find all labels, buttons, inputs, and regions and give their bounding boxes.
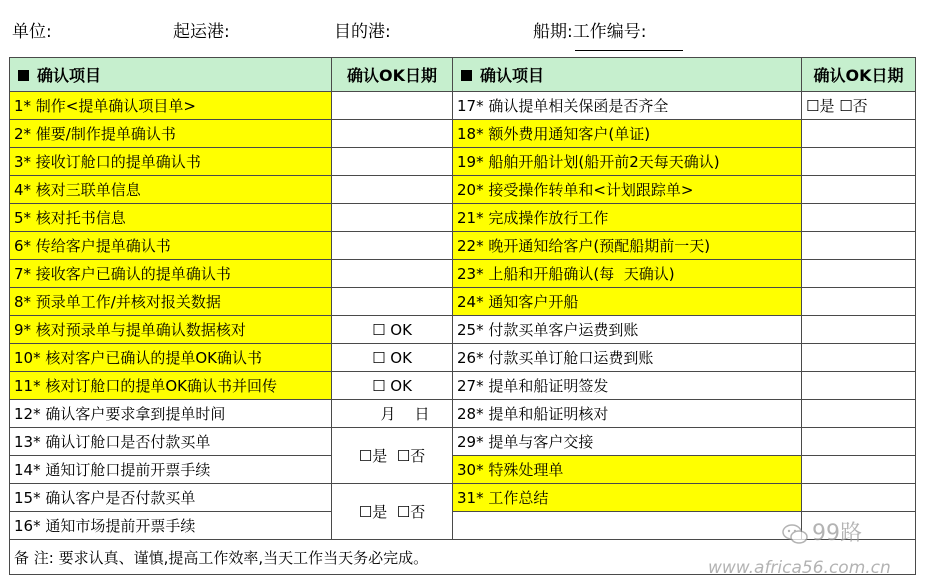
table-row [10,204,916,232]
ok-checkbox-10[interactable]: ☐ OK [332,344,453,372]
wechat-icon [782,523,808,545]
date-cell-5[interactable] [332,204,453,232]
form-header [0,0,925,52]
date-cell-20[interactable] [802,176,916,204]
origin-port-label: 起运港: [173,22,230,42]
item-12: 12* 确认客户要求拿到提单时间 [10,400,332,428]
item-1: 1* 制作<提单确认项目单> [10,92,332,120]
date-cell-6[interactable] [332,232,453,260]
item-13: 13* 确认订舱口是否付款买单 [10,428,332,456]
square-bullet-icon [18,70,29,81]
date-cell-29[interactable] [802,428,916,456]
item-5: 5* 核对托书信息 [10,204,332,232]
item-26: 26* 付款买单订舱口运费到账 [453,344,802,372]
item-20: 20* 接受操作转单和<计划跟踪单> [453,176,802,204]
item-17: 17* 确认提单相关保函是否齐全 [453,92,802,120]
table-row [10,484,916,512]
table-row [10,232,916,260]
date-header-left: 确认OK日期 [332,58,453,92]
date-cell-17[interactable]: ☐是 ☐否 [802,92,916,120]
item-2: 2* 催要/制作提单确认书 [10,120,332,148]
date-cell-27[interactable] [802,372,916,400]
date-header-right: 确认OK日期 [802,58,916,92]
item-24: 24* 通知客户开船 [453,288,802,316]
date-cell-22[interactable] [802,232,916,260]
date-cell-25[interactable] [802,316,916,344]
item-8: 8* 预录单工作/并核对报关数据 [10,288,332,316]
table-row [10,428,916,456]
yes-no-cell-15-16[interactable]: ☐是 ☐否 [332,484,453,540]
month-day-cell-12[interactable]: 月 日 [332,400,453,428]
job-number-label: 工作编号: [572,22,647,42]
table-row [10,344,916,372]
table-row [10,372,916,400]
date-cell-30[interactable] [802,456,916,484]
table-row [10,512,916,540]
item-9: 9* 核对预录单与提单确认数据核对 [10,316,332,344]
date-cell-28[interactable] [802,400,916,428]
date-cell-23[interactable] [802,260,916,288]
item-16: 16* 通知市场提前开票手续 [10,512,332,540]
table-row [10,260,916,288]
date-cell-31[interactable] [802,484,916,512]
table-row [10,120,916,148]
item-14: 14* 通知订舱口提前开票手续 [10,456,332,484]
item-header-left: 确认项目 [10,58,332,92]
sailing-date-blank[interactable] [575,34,683,51]
table-row [10,148,916,176]
item-15: 15* 确认客户是否付款买单 [10,484,332,512]
item-6: 6* 传给客户提单确认书 [10,232,332,260]
item-28: 28* 提单和船证明核对 [453,400,802,428]
table-row [10,176,916,204]
watermark-brand: 99路 [782,516,862,547]
unit-label: 单位: [12,22,52,42]
date-cell-19[interactable] [802,148,916,176]
item-11: 11* 核对订舱口的提单OK确认书并回传 [10,372,332,400]
item-10: 10* 核对客户已确认的提单OK确认书 [10,344,332,372]
item-21: 21* 完成操作放行工作 [453,204,802,232]
ok-checkbox-11[interactable]: ☐ OK [332,372,453,400]
item-19: 19* 船舶开船计划(船开前2天每天确认) [453,148,802,176]
table-row [10,316,916,344]
item-23: 23* 上船和开船确认(每 天确认) [453,260,802,288]
item-header-right: 确认项目 [453,58,802,92]
yes-no-cell-13-14[interactable]: ☐是 ☐否 [332,428,453,484]
item-31: 31* 工作总结 [453,484,802,512]
item-7: 7* 接收客户已确认的提单确认书 [10,260,332,288]
item-18: 18* 额外费用通知客户(单证) [453,120,802,148]
table-row [10,92,916,120]
date-cell-4[interactable] [332,176,453,204]
item-29: 29* 提单与客户交接 [453,428,802,456]
date-cell-21[interactable] [802,204,916,232]
watermark-url: www.africa56.com.cn [708,558,891,578]
date-cell-2[interactable] [332,120,453,148]
date-cell-8[interactable] [332,288,453,316]
date-cell-3[interactable] [332,148,453,176]
item-30: 30* 特殊处理单 [453,456,802,484]
table-header-row [10,58,916,92]
item-3: 3* 接收订舱口的提单确认书 [10,148,332,176]
item-25: 25* 付款买单客户运费到账 [453,316,802,344]
table-row [10,288,916,316]
item-22: 22* 晚开通知给客户(预配船期前一天) [453,232,802,260]
ok-checkbox-9[interactable]: ☐ OK [332,316,453,344]
date-cell-26[interactable] [802,344,916,372]
item-27: 27* 提单和船证明签发 [453,372,802,400]
item-4: 4* 核对三联单信息 [10,176,332,204]
table-row [10,456,916,484]
date-cell-24[interactable] [802,288,916,316]
sailing-date-label: 船期: 工作编号: [533,17,646,42]
checklist-table [9,57,916,575]
empty-cell-right [453,512,802,540]
date-cell-7[interactable] [332,260,453,288]
table-row [10,400,916,428]
date-cell-1[interactable] [332,92,453,120]
square-bullet-icon [461,70,472,81]
date-cell-18[interactable] [802,120,916,148]
destination-port-label: 目的港: [334,22,391,42]
remarks-note: 备 注: 要求认真、谨慎,提高工作效率,当天工作当天务必完成。 [10,540,916,575]
